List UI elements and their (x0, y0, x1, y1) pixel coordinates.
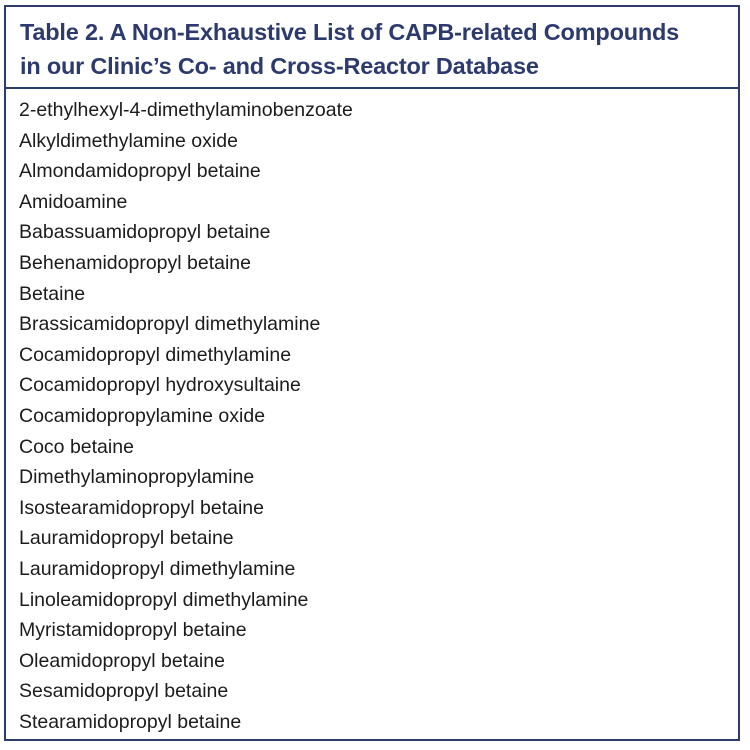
compound-item: 2-ethylhexyl-4-dimethylaminobenzoate (19, 99, 353, 121)
table-title-line-1: Table 2. A Non-Exhaustive List of CAPB-related Compounds (20, 19, 680, 45)
compound-item: Amidoamine (19, 190, 128, 213)
compound-item: Sesamidopropyl betaine (19, 680, 229, 703)
table-title (20, 15, 724, 83)
compound-item: Betaine (19, 282, 86, 305)
compound-item: Behenamidopropyl betaine (19, 251, 252, 274)
compound-item: Lauramidopropyl dimethylamine (19, 557, 296, 580)
compound-item: Dimethylaminopropylamine (19, 466, 255, 489)
compound-item: Cocamidopropylamine oxide (19, 404, 266, 427)
compound-item: Cocamidopropyl hydroxysultaine (19, 374, 301, 397)
compound-item: Cocamidopropyl dimethylamine (19, 343, 292, 366)
compound-item: Babassuamidopropyl betaine (19, 221, 271, 244)
compound-item: Isostearamidopropyl betaine (19, 496, 264, 519)
compound-list (19, 95, 738, 737)
compound-item: Myristamidopropyl betaine (19, 619, 247, 642)
table-body (6, 89, 738, 737)
compound-item: Stearamidopropyl betaine (19, 710, 242, 733)
compound-item: Almondamidopropyl betaine (19, 160, 261, 183)
table-header (6, 7, 738, 89)
compound-item: Lauramidopropyl betaine (19, 527, 234, 550)
table-title-line-2: in our Clinic’s Co- and Cross-Reactor Database (20, 53, 539, 79)
compound-item: Brassicamidopropyl dimethylamine (19, 313, 321, 336)
compound-item: Coco betaine (19, 435, 134, 458)
compound-item: Oleamidopropyl betaine (19, 649, 225, 672)
compound-item: Alkyldimethylamine oxide (19, 129, 238, 152)
compound-item: Linoleamidopropyl dimethylamine (19, 588, 309, 611)
compound-table (4, 5, 740, 741)
